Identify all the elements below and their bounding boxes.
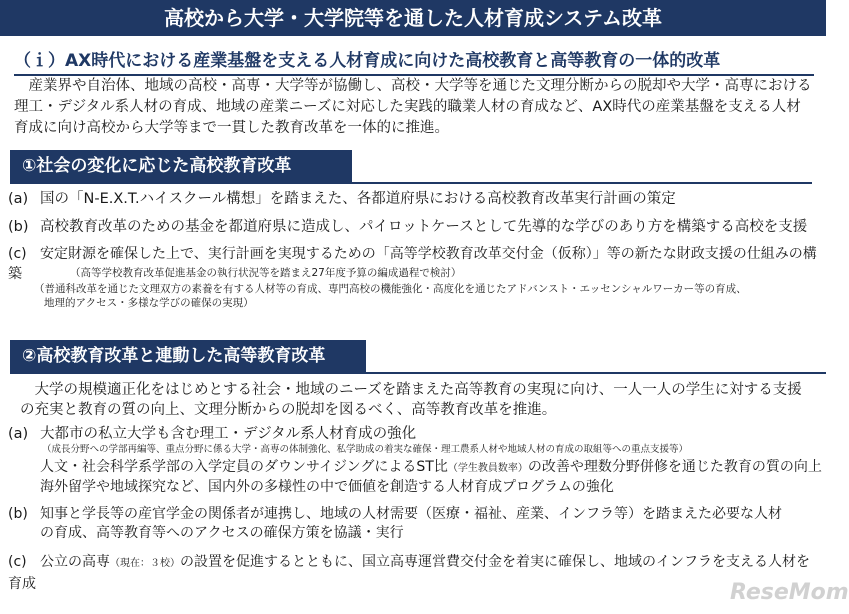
part2-a-line-2 <box>40 458 822 478</box>
part1-heading: ①社会の変化に応じた高校教育改革 <box>10 150 352 182</box>
part1-note-3: 地理的アクセス・多様な学びの確保の実現） <box>44 297 254 309</box>
part1-item-b <box>8 217 820 237</box>
item-note: （現在：３校） <box>110 558 180 569</box>
item-label: (a) <box>8 191 29 207</box>
part2-a-line-3: 海外留学や地域探究など、国内外の多様性の中で価値を創造する人材育成プログラムの強化 <box>40 479 614 495</box>
item-label: (c) <box>8 554 27 570</box>
part2-a-note: （成長分野への学部再編等、重点分野に係る大学・高専の体制強化、私学助成の着実な確保・理工農系人材や地域人材の育成の取組等への重点支援等） <box>42 444 689 455</box>
part1-note-1: （高等学校教育改革促進基金の執行状況等を踏まえ27年度予算の編成過程で検討） <box>70 267 462 279</box>
item-text: 公立の高専 <box>40 554 110 570</box>
item-label: (c) <box>8 246 27 262</box>
item-text: 知事と学長等の産官学金の関係者が連携し、地域の人材需要（医療・福祉、産業、インフラ等）を踏まえた必要な人材 <box>40 506 782 522</box>
part2-b-line-2: の育成、高等教育等へのアクセスの確保方策を協議・実行 <box>40 525 404 541</box>
part1-note-2: （普通科改革を通じた文理双方の素養を有する人材等の育成、専門高校の機能強化・高度化を通じたアドバンスト・エッセンシャルワーカー等の育成、 <box>34 283 747 295</box>
part2-item-a <box>8 424 820 444</box>
resemom-logo: ReseMom <box>730 580 849 605</box>
part2-item-b <box>8 504 820 524</box>
line-text: の改善や理数分野併修を通じた教育の質の向上 <box>527 459 822 475</box>
line-text: 人文・社会科学系学部の入学定員のダウンサイジングによるST比 <box>40 459 448 475</box>
item-text: 大都市の私立大学も含む理工・デジタル系人材育成の強化 <box>40 426 417 442</box>
item-label: (b) <box>8 219 29 235</box>
item-text: の設置を促進するとともに、国立高専運営費交付金を着実に確保し、地域のインフラを支える人材を育成 <box>8 554 810 592</box>
page-title: 高校から大学・大学院等を通した人材育成システム改革 <box>0 0 826 36</box>
part1-item-a <box>8 189 820 209</box>
section-i-heading: （ｉ）AX時代における産業基盤を支える人材育成に向けた高校教育と高等教育の一体的改革 <box>14 46 814 76</box>
item-label: (b) <box>8 506 28 522</box>
item-text: 国の「N-E.X.T.ハイスクール構想」を踏まえた、各都道府県における高校教育改革実行計画の策定 <box>40 191 676 207</box>
part2-intro: 大学の規模適正化をはじめとする社会・地域のニーズを踏まえた高等教育の実現に向け、一人一人の学生に対する支援の充実と教育の質の向上、文理分断からの脱却を図るべく、高等教育改革を推進。 <box>20 382 802 418</box>
part2-heading: ②高校教育改革と連動した高等教育改革 <box>10 340 366 372</box>
item-text: 安定財源を確保した上で、実行計画を実現するための「高等学校教育改革交付金（仮称）」等の新たな財政支援の仕組みの構築 <box>8 246 817 282</box>
item-text: 高校教育改革のための基金を都道府県に造成し、パイロットケースとして先導的な学びのあり方を構築する高校を支援 <box>40 219 808 235</box>
line-note: （学生教員数率） <box>447 463 528 474</box>
section-i-intro: 産業界や自治体、地域の高校・高専・大学等が協働し、高校・大学等を通じた文理分断からの脱却や大学・高専における理工・デジタル系人材の育成、地域の産業ニーズに対応した実践的職業人材の育成など、AX時代の産業基盤を支える人材育成に向け高校から大学等まで一貫した教育改革を一体的に推進。 <box>14 78 812 136</box>
item-label: (a) <box>8 426 29 442</box>
part2-item-c <box>8 552 820 594</box>
